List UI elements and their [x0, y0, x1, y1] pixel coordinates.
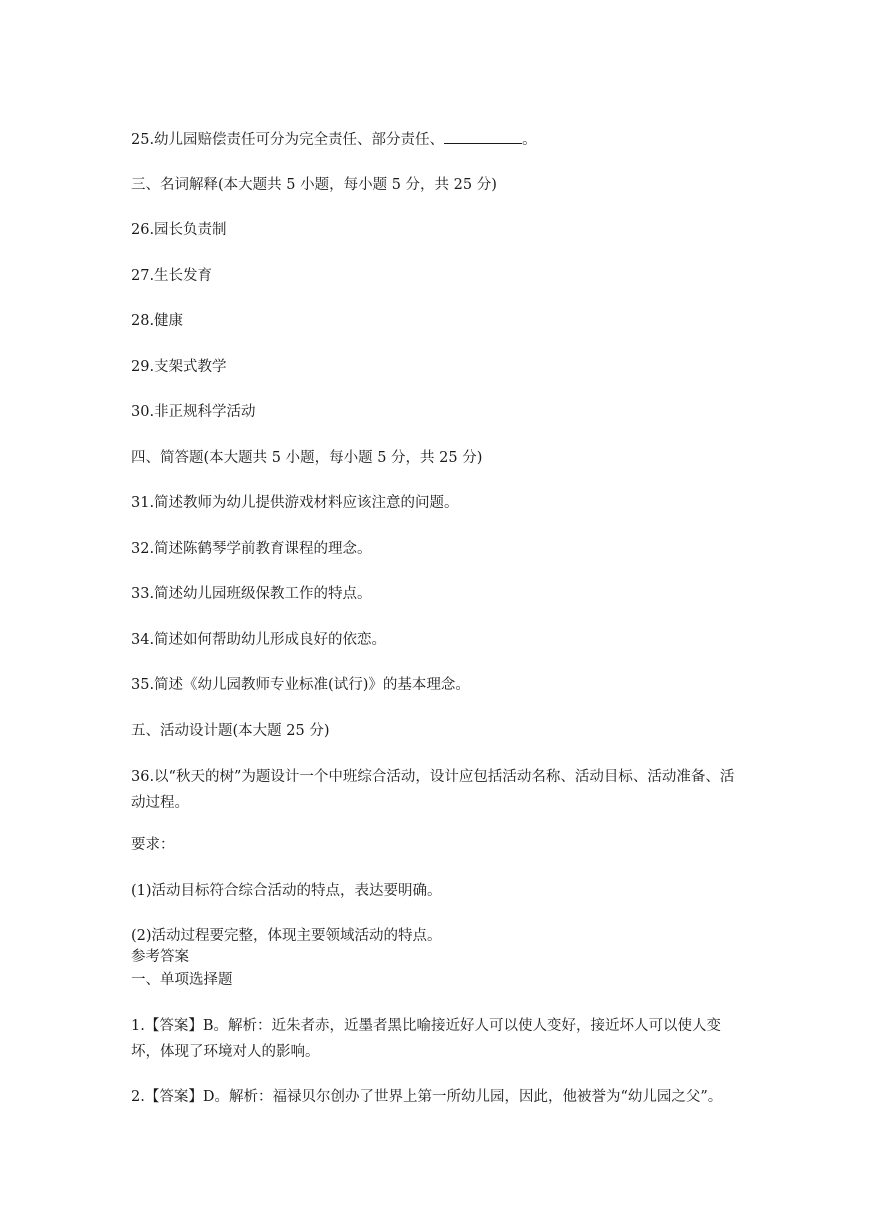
answer-title: 参考答案	[131, 949, 189, 965]
fill-in-blank	[444, 129, 522, 144]
question-30: 30.非正规科学活动	[131, 404, 256, 420]
answer-2: 2.【答案】D。解析：福禄贝尔创办了世界上第一所幼儿园，因此，他被誉为“幼儿园之父”。	[131, 1089, 723, 1105]
requirements-label: 要求：	[131, 837, 175, 853]
question-28: 28.健康	[131, 313, 184, 329]
question-25-suffix: 。	[522, 132, 537, 148]
answer-1: 1.【答案】B。解析：近朱者赤，近墨者黑比喻接近好人可以使人变好，接近坏人可以使人变坏，体现了环境对人的影响。	[131, 1018, 721, 1060]
question-25	[131, 129, 537, 150]
requirement-2: (2)活动过程要完整，体现主要领域活动的特点。	[131, 928, 442, 944]
question-31: 31.简述教师为幼儿提供游戏材料应该注意的问题。	[131, 495, 459, 511]
question-27: 27.生长发育	[131, 268, 213, 284]
section-3-heading: 三、名词解释(本大题共 5 小题，每小题 5 分，共 25 分)	[131, 177, 497, 193]
question-32: 32.简述陈鹤琴学前教育课程的理念。	[131, 541, 372, 557]
question-25-text: 25.幼儿园赔偿责任可分为完全责任、部分责任、	[131, 132, 445, 148]
question-26: 26.园长负责制	[131, 222, 227, 238]
question-29: 29.支架式教学	[131, 359, 227, 375]
question-33: 33.简述幼儿园班级保教工作的特点。	[131, 586, 372, 602]
question-35: 35.简述《幼儿园教师专业标准(试行)》的基本理念。	[131, 677, 470, 693]
section-5-heading: 五、活动设计题(本大题 25 分)	[131, 723, 330, 739]
question-34: 34.简述如何帮助幼儿形成良好的依恋。	[131, 632, 387, 648]
answer-section-1-heading: 一、单项选择题	[131, 972, 233, 988]
section-4-heading: 四、简答题(本大题共 5 小题，每小题 5 分，共 25 分)	[131, 450, 483, 466]
question-36: 36.以“秋天的树”为题设计一个中班综合活动，设计应包括活动名称、活动目标、活动准备、活动过程。	[131, 769, 735, 811]
requirement-1: (1)活动目标符合综合活动的特点，表达要明确。	[131, 883, 442, 899]
